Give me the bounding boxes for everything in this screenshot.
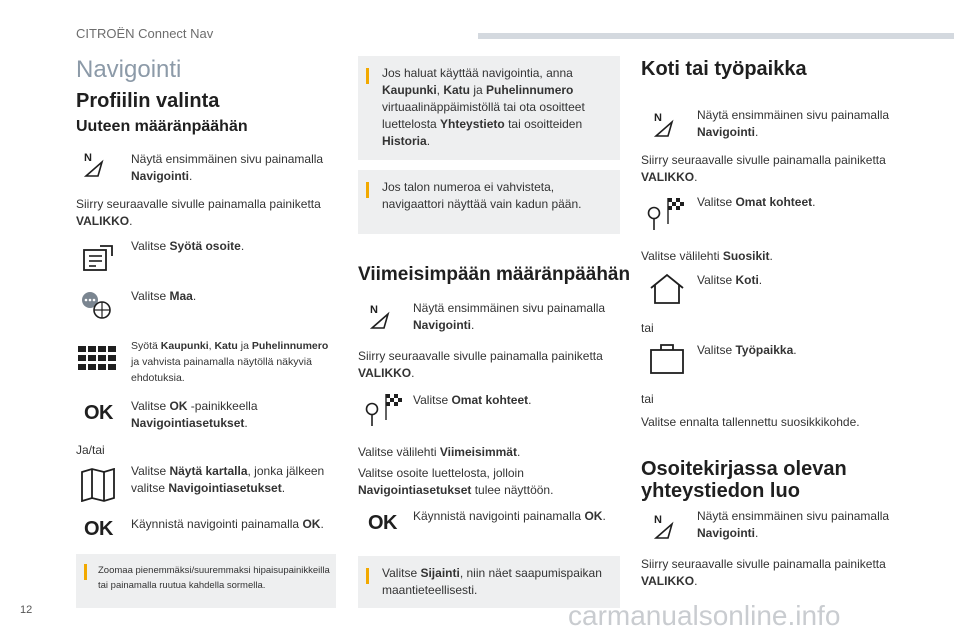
navigation-icon (652, 512, 676, 540)
header-brand: CITROËN Connect Nav (76, 26, 214, 41)
step-my-destinations: Valitse Omat kohteet. (697, 195, 816, 209)
home-icon (648, 272, 686, 306)
step-show-nav: Näytä ensimmäinen sivu painamalla Navigointi. (131, 152, 324, 183)
navigation-icon (652, 110, 676, 138)
note-marker (366, 68, 369, 84)
heading-new-destination: Uuteen määränpäähän (76, 118, 248, 135)
heading-contact: Osoitekirjassa olevan yhteystiedon luo (641, 458, 847, 502)
step-home: Valitse Koti. (697, 273, 763, 287)
para-tab-recent: Valitse välilehti Viimeisimmät. (358, 445, 521, 459)
note-marker (366, 182, 369, 198)
para-select-address: Valitse osoite luettelosta, jolloin Navigointiasetukset tulee näyttöön. (358, 466, 554, 497)
note-marker (84, 564, 87, 580)
and-or-label: Ja/tai (76, 443, 105, 457)
header-bar (478, 33, 954, 39)
section-title: Navigointi (76, 56, 182, 83)
step-start-nav: Käynnistä navigointi painamalla OK. (413, 509, 606, 523)
or-label: tai (641, 321, 654, 335)
heading-home-work: Koti tai työpaikka (641, 58, 807, 80)
enter-address-icon (82, 244, 114, 274)
step-show-nav: Näytä ensimmäinen sivu painamalla Navigointi. (413, 301, 606, 332)
heading-recent: Viimeisimpään määränpäähän (358, 264, 631, 285)
ok-icon: OK (84, 402, 113, 424)
step-ok-settings: Valitse OK -painikkeella Navigointiasetukset. (131, 399, 258, 430)
work-icon (648, 342, 686, 376)
or-label: tai (641, 392, 654, 406)
ok-icon: OK (368, 512, 397, 534)
navigation-icon (82, 150, 106, 178)
para-tab-favorites: Valitse välilehti Suosikit. (641, 249, 773, 263)
my-destinations-icon (646, 196, 686, 232)
navigation-icon (368, 302, 392, 330)
ok-icon: OK (84, 518, 113, 540)
para-menu: Siirry seuraavalle sivulle painamalla painiketta VALIKKO. (641, 153, 886, 184)
svg-text:N: N (654, 514, 662, 526)
svg-text:N: N (370, 304, 378, 316)
heading-profile: Profiilin valinta (76, 90, 220, 112)
step-show-nav: Näytä ensimmäinen sivu painamalla Navigointi. (697, 108, 890, 139)
para-saved-favorite: Valitse ennalta tallennettu suosikkikohde. (641, 415, 860, 429)
note-house-number-text: Jos talon numeroa ei vahvisteta, navigaattori näyttää vain kadun pään. (382, 180, 582, 211)
para-menu: Siirry seuraavalle sivulle painamalla painiketta VALIKKO. (641, 557, 886, 588)
step-start-nav: Käynnistä navigointi painamalla OK. (131, 517, 324, 531)
svg-text:N: N (84, 152, 92, 164)
step-country: Valitse Maa. (131, 289, 197, 303)
svg-text:N: N (654, 112, 662, 124)
note-keyboard (358, 56, 620, 160)
my-destinations-icon (364, 392, 404, 428)
note-location-text: Valitse Sijainti, niin näet saapumispaikan maantieteellisesti. (382, 566, 602, 597)
para-menu: Siirry seuraavalle sivulle painamalla painiketta VALIKKO. (358, 349, 603, 380)
para-menu: Siirry seuraavalle sivulle painamalla painiketta VALIKKO. (76, 197, 321, 228)
keyboard-icon (78, 346, 118, 374)
step-show-nav: Näytä ensimmäinen sivu painamalla Navigointi. (697, 509, 890, 540)
watermark: carmanualsonline.info (568, 600, 841, 631)
note-keyboard-text: Jos haluat käyttää navigointia, anna Kaupunki, Katu ja Puhelinnumero virtuaalinäppäimistöllä tai ota osoitteet luettelosta Yhteystieto tai osoitteiden Historia. (382, 66, 585, 148)
note-zoom (76, 554, 336, 608)
country-icon (80, 290, 112, 320)
step-show-map: Valitse Näytä kartalla, jonka jälkeen valitse Navigointiasetukset. (131, 464, 325, 495)
step-city-street: Syötä Kaupunki, Katu ja Puhelinnumero ja vahvista painamalla näytöllä näkyviä ehdotuksia. (131, 340, 329, 384)
map-icon (80, 468, 116, 502)
note-marker (366, 568, 369, 584)
note-zoom-text: Zoomaa pienemmäksi/suuremmaksi hipaisupainikkeilla tai painamalla ruutua kahdella sormella. (98, 565, 330, 591)
step-enter-address: Valitse Syötä osoite. (131, 239, 245, 253)
step-work: Valitse Työpaikka. (697, 343, 797, 357)
step-my-destinations: Valitse Omat kohteet. (413, 393, 532, 407)
note-house-number (358, 170, 620, 234)
page-number: 12 (20, 604, 33, 616)
